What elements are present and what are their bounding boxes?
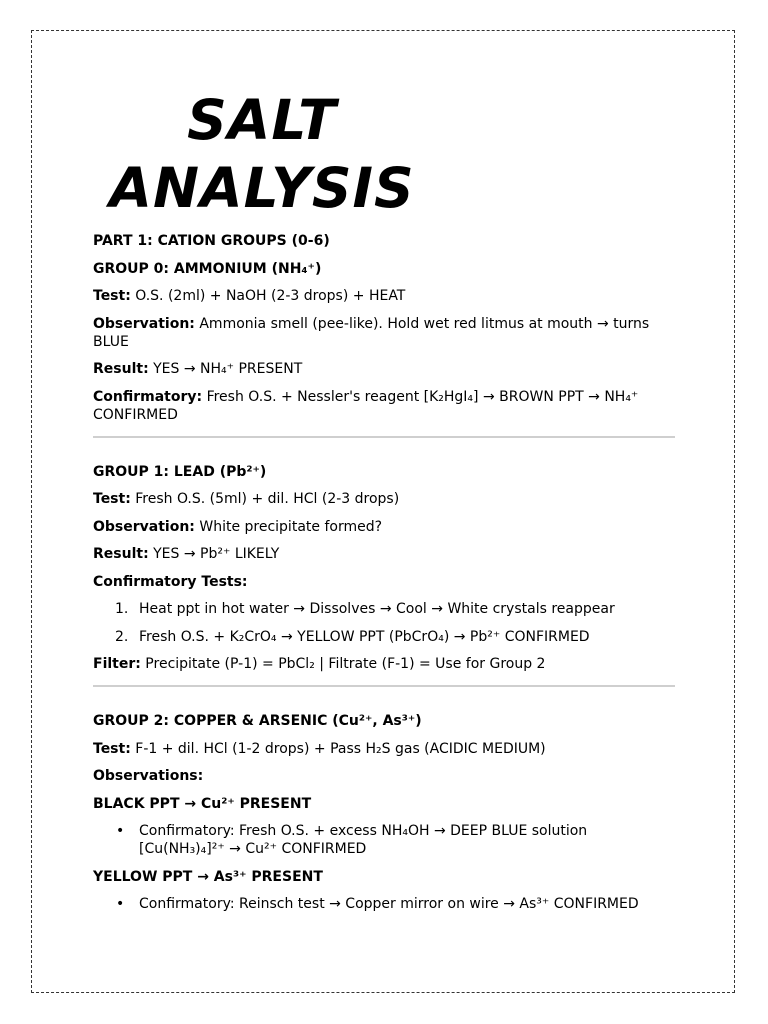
test-label: Test: (93, 491, 131, 507)
confirmatory-text: Fresh O.S. + Nessler's reagent [K₂HgI₄] → BROWN PPT → NH₄⁺ CONFIRMED (93, 388, 639, 423)
test-text: Fresh O.S. (5ml) + dil. HCl (2-3 drops) (130, 491, 400, 507)
title-line-1: SALT (187, 88, 337, 152)
group2-section (93, 712, 675, 913)
group1-filter (93, 655, 675, 673)
list-item (93, 600, 675, 618)
yellow-ppt-heading: YELLOW PPT → As³⁺ PRESENT (93, 868, 323, 885)
result-text: YES → NH₄⁺ PRESENT (148, 361, 303, 377)
bullet-icon: • (116, 823, 125, 839)
group2-observations-label: Observations: (93, 768, 204, 784)
black-ppt-list (93, 822, 675, 858)
observation-label: Observation: (93, 518, 195, 535)
group0-test (93, 287, 675, 305)
title-line-2: ANALYSIS (109, 156, 415, 220)
list-item-text: Fresh O.S. + K₂CrO₄ → YELLOW PPT (PbCrO₄) → Pb²⁺ CONFIRMED (139, 628, 590, 645)
yellow-ppt-list (93, 895, 675, 913)
divider (93, 436, 675, 438)
bullet-icon: • (116, 896, 125, 912)
filter-label: Filter: (93, 656, 141, 672)
observation-text: Ammonia smell (pee-like). Hold wet red litmus at mouth → turns BLUE (93, 315, 650, 350)
page-title (92, 86, 432, 222)
list-item (93, 628, 675, 646)
observation-text: White precipitate formed? (194, 518, 383, 535)
list-number: 2. (115, 628, 129, 645)
list-number: 1. (115, 601, 129, 617)
group1-section (93, 463, 675, 674)
group2-heading: GROUP 2: COPPER & ARSENIC (Cu²⁺, As³⁺) (93, 713, 422, 729)
result-label: Result: (93, 546, 149, 562)
group0-heading: GROUP 0: AMMONIUM (NH₄⁺) (93, 260, 322, 277)
part1-heading: PART 1: CATION GROUPS (0-6) (93, 233, 330, 249)
result-text: YES → Pb²⁺ LIKELY (148, 546, 280, 562)
list-item-text: Confirmatory: Reinsch test → Copper mirror on wire → As³⁺ CONFIRMED (139, 896, 639, 912)
confirmatory-tests-list (93, 600, 675, 646)
list-item-text: Heat ppt in hot water → Dissolves → Cool → White crystals reappear (139, 601, 615, 617)
black-ppt-heading: BLACK PPT → Cu²⁺ PRESENT (93, 795, 312, 812)
test-label: Test: (93, 740, 131, 757)
group1-heading: GROUP 1: LEAD (Pb²⁺) (93, 463, 267, 480)
group1-observation (93, 518, 675, 536)
result-label: Result: (93, 361, 149, 377)
group1-confirmatory-tests-label: Confirmatory Tests: (93, 573, 248, 590)
list-item-text: Confirmatory: Fresh O.S. + excess NH₄OH → DEEP BLUE solution [Cu(NH₃)₄]²⁺ → Cu²⁺ CONFIRMED (139, 823, 588, 857)
group0-section (93, 260, 675, 424)
group0-observation (93, 315, 675, 351)
filter-text: Precipitate (P-1) = PbCl₂ | Filtrate (F-1) = Use for Group 2 (140, 656, 546, 672)
group1-test (93, 490, 675, 508)
group2-test (93, 740, 675, 758)
test-text: O.S. (2ml) + NaOH (2-3 drops) + HEAT (130, 288, 406, 304)
group0-confirmatory (93, 388, 675, 424)
confirmatory-label: Confirmatory: (93, 388, 203, 405)
test-label: Test: (93, 288, 131, 304)
test-text: F-1 + dil. HCl (1-2 drops) + Pass H₂S gas (ACIDIC MEDIUM) (130, 740, 546, 757)
divider (93, 685, 675, 687)
list-item (93, 822, 675, 858)
group0-result (93, 360, 675, 378)
list-item (93, 895, 675, 913)
group1-result (93, 545, 675, 563)
observation-label: Observation: (93, 315, 195, 332)
document-body (93, 232, 675, 923)
